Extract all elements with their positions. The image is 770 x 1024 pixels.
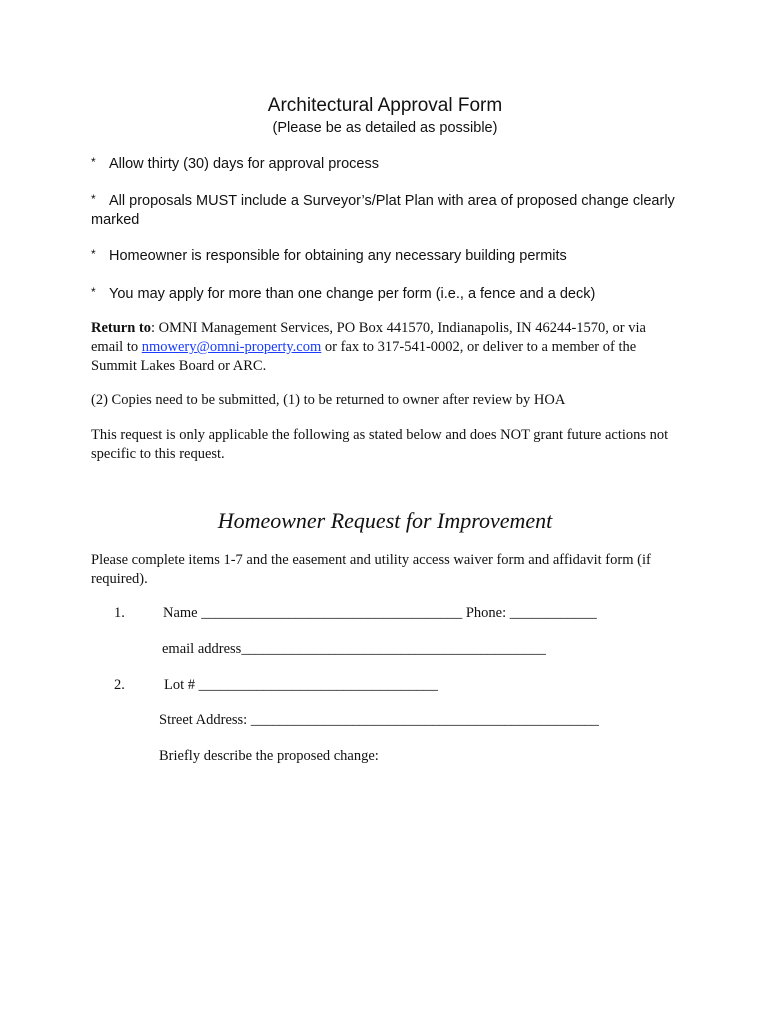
instructions-paragraph: Please complete items 1-7 and the easement and utility access waiver form and affidavit form (if required).	[91, 552, 651, 587]
bullet-asterisk-icon: *	[91, 155, 96, 169]
bullet-text: Homeowner is responsible for obtaining any necessary building permits	[109, 248, 567, 264]
copies-paragraph: (2) Copies need to be submitted, (1) to be returned to owner after review by HOA	[91, 392, 566, 408]
return-to-paragraph	[91, 319, 681, 376]
bullet-approval-time	[91, 153, 691, 174]
name-phone-field[interactable]: Name ____________________________________ Phone: ____________	[163, 605, 597, 621]
street-address-field[interactable]: Street Address: ________________________________________________	[159, 712, 599, 728]
bullet-asterisk-icon: *	[91, 285, 96, 299]
form-subtitle: (Please be as detailed as possible)	[272, 120, 498, 136]
bullet-building-permits	[91, 245, 691, 266]
return-text-part2: or fax to 317-541-0002, or deliver to a member of the Summit Lakes Board or ARC.	[91, 339, 637, 374]
item-number-1: 1.	[114, 605, 125, 621]
return-email-link[interactable]: nmowery@omni-property.com	[141, 339, 322, 355]
bullet-asterisk-icon: *	[91, 192, 96, 206]
bullet-surveyor-plan	[91, 190, 681, 230]
describe-change-label: Briefly describe the proposed change:	[159, 748, 379, 764]
email-address-field[interactable]: email address__________________________________________	[162, 641, 546, 657]
applicable-paragraph: This request is only applicable the following as stated below and does NOT grant future actions not specific to this request.	[91, 427, 669, 462]
request-heading: Homeowner Request for Improvement	[217, 508, 553, 533]
bullet-text: Allow thirty (30) days for approval process	[109, 156, 379, 172]
bullet-text: You may apply for more than one change per form (i.e., a fence and a deck)	[109, 286, 596, 302]
item-number-2: 2.	[114, 677, 125, 693]
bullet-asterisk-icon: *	[91, 247, 96, 261]
return-label: Return to	[91, 320, 152, 336]
bullet-multiple-changes	[91, 283, 691, 304]
return-text-part1: : OMNI Management Services, PO Box 441570, Indianapolis, IN 46244-1570, or via email to	[91, 320, 646, 355]
form-title: Architectural Approval Form	[267, 95, 503, 116]
lot-number-field[interactable]: Lot # _________________________________	[164, 677, 438, 693]
bullet-text: All proposals MUST include a Surveyor’s/Plat Plan with area of proposed change clearly marked	[91, 193, 675, 228]
